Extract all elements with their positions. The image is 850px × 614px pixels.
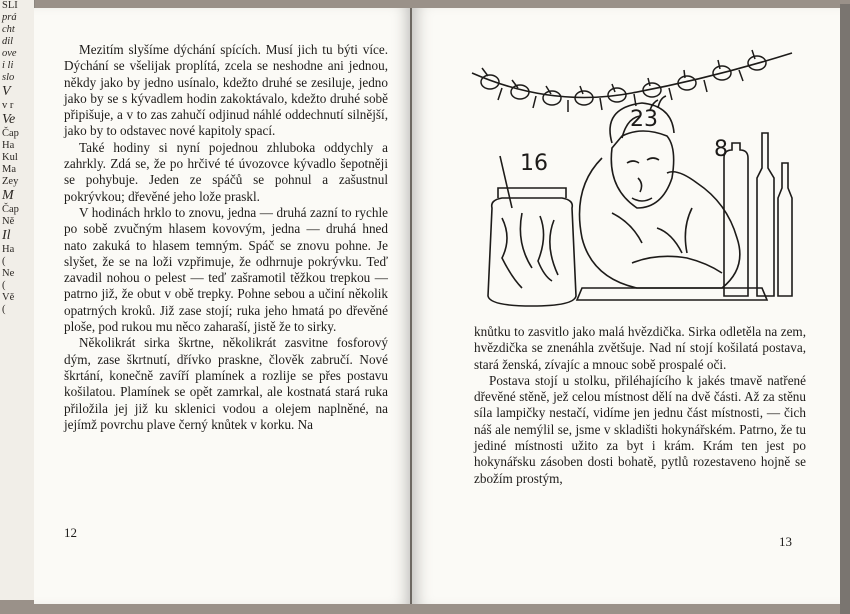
right-page [412, 8, 840, 604]
paragraph: Také hodiny si nyní pojednou zhluboka oddychly a zahrkly. Zdá se, že po hrčivé té úvozovce kývadlo šepotněji se pohybuje. Jeden ze spáčů se pohnul a zašustnul pokrývkou; dřevěné jeho lože praskl. [64, 139, 388, 204]
underlying-text-fragment: Kul [2, 152, 18, 163]
underlying-text-fragment: M [2, 188, 14, 203]
underlying-text-fragment: ( [2, 304, 6, 315]
page-number-right: 13 [779, 534, 792, 549]
underlying-text-fragment: cht [2, 24, 15, 35]
left-page-text [64, 42, 388, 433]
underlying-text-fragment: ( [2, 280, 6, 291]
underlying-text-fragment: Ma [2, 164, 16, 175]
illustration [462, 38, 812, 318]
book-cover-edge [840, 4, 850, 614]
old-woman-drawing [462, 38, 812, 318]
underlying-text-fragment: Il [2, 228, 11, 243]
number-sixteen: 16 [520, 151, 548, 176]
woman-drawing [577, 96, 767, 300]
number-eight: 8 [714, 137, 728, 162]
underlying-text-fragment: Ha [2, 244, 15, 255]
underlying-text-fragment: Ne [2, 268, 15, 279]
underlying-text-fragment: prá [2, 12, 17, 23]
underlying-text-fragment: Ve [2, 112, 16, 127]
number-twenty-three: 23 [630, 107, 658, 132]
underlying-text-fragment: Ně [2, 216, 15, 227]
underlying-text-fragment: dil [2, 36, 14, 47]
page-number-left: 12 [64, 525, 77, 540]
garland-string [472, 53, 792, 98]
garland-fruits [481, 50, 766, 112]
paragraph: Postava stojí u stolku, přiléhajícího k jakés tmavě natřené dřevěné stěně, jež celou místnost dělí na dvě části. Až za stěnu síla lampičky nestačí, vidíme jen jednu část místnosti, — čich náš ale nemýlil se, jsme v skladišti hokynářském. Patrno, že tu jediné místnosti užito za byt i krám. Krám ten jest po hokynářsku zásoben dosti bohatě, pytlů rozestaveno hojně se zbožím prostým, [474, 372, 806, 486]
underlying-text-fragment: Vě [2, 292, 15, 303]
paragraph: Mezitím slyšíme dýchání spících. Musí jich tu býti více. Dýchání se všelijak proplítá, zcela se neshodne ani jednou, někdy jako by jedno usínalo, kdežto druhé se zesiluje, jedno jako by se s kývadlem hodin zakoktávalo, kdežto druhé sobě připišuje, a v to zas zahučí odjinud náhlé oddechnutí silnější, jako by to odstavec nové kapitoly spací. [64, 42, 388, 139]
underlying-text-fragment: Ha [2, 140, 15, 151]
underlying-text-fragment: i li [2, 60, 14, 71]
bottles-drawing [724, 133, 792, 296]
paragraph: knůtku to zasvitlo jako malá hvězdička. Sirka odletěla na zem, hvězdička se znenáhla zvětšuje. Nad ní stojí košilatá postava, stará ženská, zívajíc a mnouc sobě prospalé oči. [474, 324, 806, 372]
underlying-text-fragment: V [2, 84, 11, 99]
underlying-text-fragment: v r [2, 100, 14, 111]
underlying-text-fragment: ( [2, 256, 6, 267]
underlying-text-fragment: Čap [2, 128, 19, 139]
underlying-text-fragment: ove [2, 48, 17, 59]
underlying-text-fragment: Zey [2, 176, 19, 187]
right-page-text [474, 324, 806, 487]
underlying-text-fragment: slo [2, 72, 15, 83]
left-page [34, 8, 412, 604]
paragraph: Několikrát sirka škrtne, několikrát zasvitne fosforový dým, zase škrtnutí, dřívko praskne, člověk zabručí. Nové škrtání, konečně zavíří plamínek a rozlije se přes postavu košilatou. Plamínek se opět zamrkal, ale kostnatá stará ruka přiložila jej již ku sklenici vodou a olejem naplněné, na jejímž povrchu plave černý knůtek v korku. Na [64, 335, 388, 432]
underlying-page-edge [0, 0, 35, 600]
paragraph: V hodinách hrklo to znovu, jedna — druhá zazní to rychle po sobě zvučným hlasem kovovým, jedna — druhá hned nato zakuká to hlasem temným. Spáč se znovu pohne. Je slyšet, že se na loži vzpřimuje, že odhrnuje pokrývku. Teď zavadil nohou o pelest — teď zašramotil těžkou trepkou — patrno již, že obut v obě trepky. Pohne sebou a učiní několik opatrných kroků. Již zase stojí; ruka jeho hmatá po dřevěné ploše, pod rukou mu něco zaharaší, jistě že to sirky. [64, 204, 388, 335]
underlying-text-fragment: Čap [2, 204, 19, 215]
underlying-text-fragment: SLI [2, 0, 18, 11]
jar-drawing [488, 156, 576, 306]
